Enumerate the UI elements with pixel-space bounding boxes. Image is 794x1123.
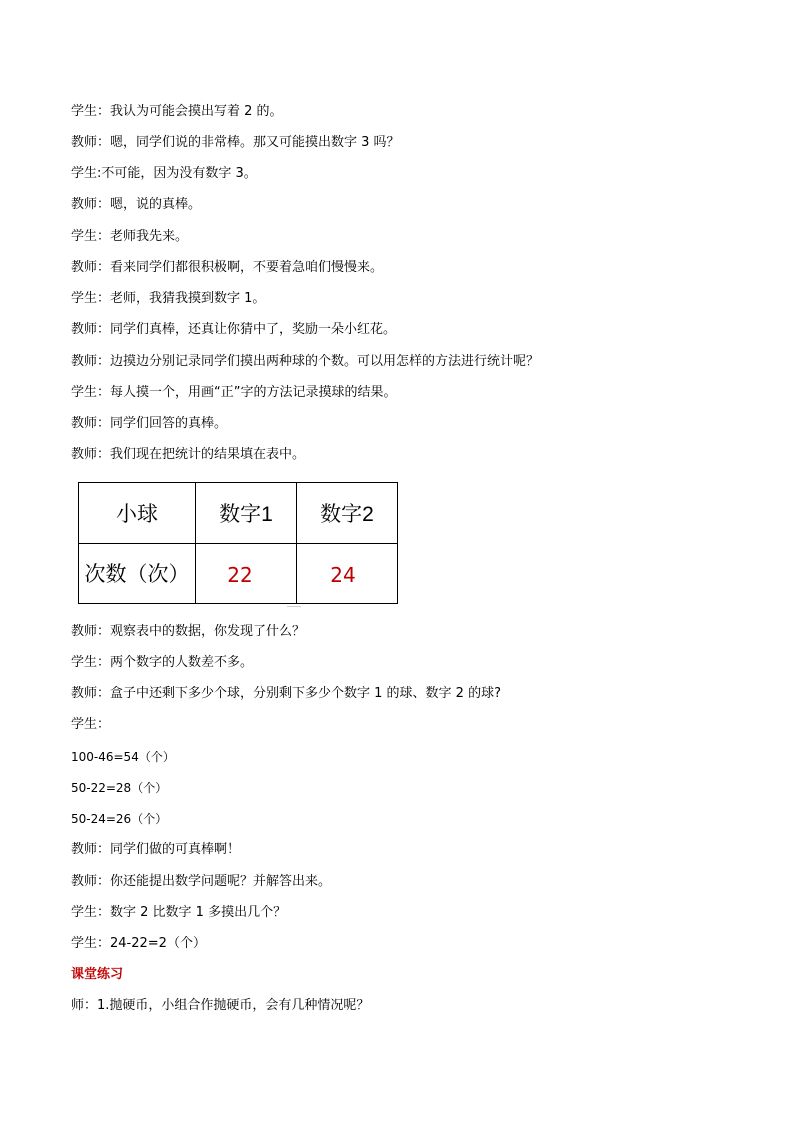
exercise-line: 师：1.抛硬币，小组合作抛硬币，会有几种情况呢？: [71, 998, 370, 1013]
table-value-cell: [196, 543, 297, 604]
dialogue-line: 教师：我们现在把统计的结果填在表中。: [71, 447, 306, 462]
table-header-cell: 数字2: [297, 483, 398, 544]
table-row-header: [79, 483, 398, 544]
dialogue-line: 教师：盒子中还剩下多少个球，分别剩下多少个数字 1 的球、数字 2 的球?: [71, 686, 501, 701]
section-heading: 课堂练习: [71, 967, 124, 982]
dialogue-line: 教师：观察表中的数据，你发现了什么？: [71, 624, 306, 639]
dialogue-line: 教师：嗯，说的真棒。: [71, 197, 202, 212]
dialogue-line: 学生:不可能，因为没有数字 3。: [71, 166, 257, 181]
table-row-label: 次数（次）: [79, 543, 196, 604]
dialogue-line: 学生：每人摸一个，用画“正”字的方法记录摸球的结果。: [71, 385, 397, 400]
calculation-line: 100-46=54（个）: [71, 750, 175, 764]
dialogue-line: 教师：同学们回答的真棒。: [71, 416, 228, 431]
table-row-counts: [79, 543, 398, 604]
table-header-cell: 小球: [79, 483, 196, 544]
tally-table: [78, 482, 398, 604]
divider-mark: [287, 606, 301, 607]
dialogue-line: 学生：数字 2 比数字 1 多摸出几个？: [71, 905, 287, 920]
dialogue-line: 教师：看来同学们都很积极啊，不要着急咱们慢慢来。: [71, 260, 384, 275]
tally-table-wrapper: [78, 482, 396, 604]
dialogue-line: 学生：我认为可能会摸出写着 2 的。: [71, 104, 283, 119]
table-header-cell: 数字1: [196, 483, 297, 544]
dialogue-line: 学生：: [71, 717, 111, 732]
dialogue-line: 教师：嗯，同学们说的非常棒。那又可能摸出数字 3 吗？: [71, 135, 400, 150]
dialogue-line: 学生：老师，我猜我摸到数字 1。: [71, 291, 266, 306]
dialogue-line: 教师：你还能提出数学问题呢？并解答出来。: [71, 874, 332, 889]
dialogue-line: 学生：24-22=2（个）: [71, 936, 206, 951]
dialogue-line: 学生：两个数字的人数差不多。: [71, 655, 254, 670]
count-value-digit-2: 24: [330, 563, 356, 588]
dialogue-line: 教师：同学们做的可真棒啊！: [71, 842, 241, 857]
dialogue-line: 教师：同学们真棒，还真让你猜中了，奖励一朵小红花。: [71, 322, 397, 337]
dialogue-line: 教师：边摸边分别记录同学们摸出两种球的个数。可以用怎样的方法进行统计呢？: [71, 354, 540, 369]
dialogue-line: 学生：老师我先来。: [71, 229, 189, 244]
calculation-line: 50-24=26（个）: [71, 812, 168, 826]
calculation-line: 50-22=28（个）: [71, 781, 168, 795]
table-value-cell: [297, 543, 398, 604]
count-value-digit-1: 22: [227, 563, 253, 588]
